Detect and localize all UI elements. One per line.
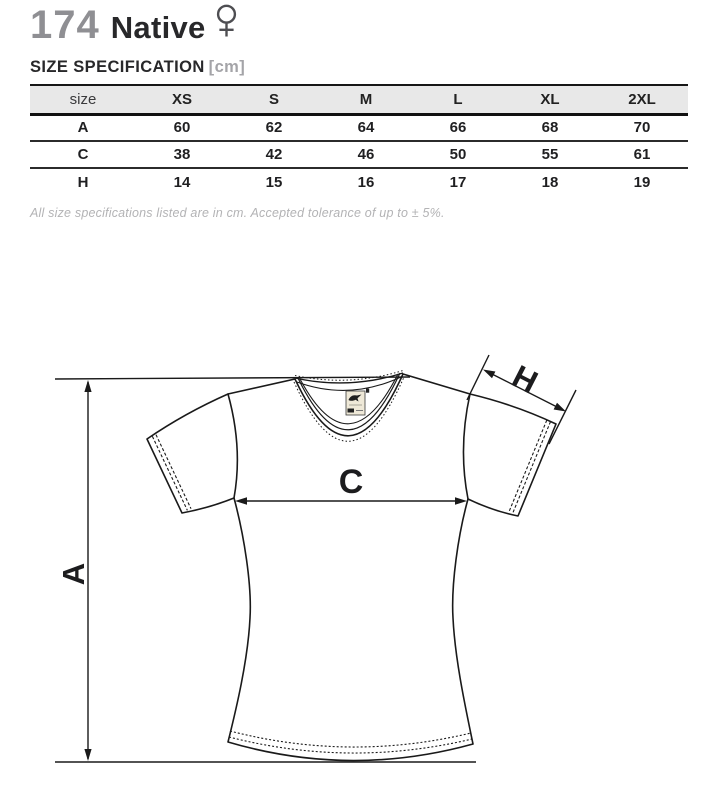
tshirt-body-outline bbox=[228, 374, 473, 761]
tshirt-diagram bbox=[0, 230, 720, 789]
h-extension-line-shoulder bbox=[467, 355, 489, 400]
table-header-row bbox=[30, 85, 688, 114]
size-column-header: size bbox=[69, 90, 97, 108]
left-sleeve bbox=[147, 394, 234, 513]
value-h-s: 15 bbox=[265, 173, 283, 191]
dimension-c-label: C bbox=[338, 463, 364, 501]
product-name: Native bbox=[110, 10, 206, 45]
value-c-l: 50 bbox=[449, 146, 467, 163]
dimension-a-label: A bbox=[56, 562, 91, 586]
column-header-2xl: 2XL bbox=[628, 90, 656, 108]
section-title-text: SIZE SPECIFICATION bbox=[30, 58, 205, 76]
page-title bbox=[30, 4, 238, 45]
h-extension-line-cuff bbox=[549, 390, 576, 444]
value-c-m: 46 bbox=[357, 146, 375, 163]
value-a-xs: 60 bbox=[173, 119, 191, 137]
value-h-m: 16 bbox=[357, 173, 375, 191]
column-header-xs: XS bbox=[171, 90, 192, 108]
brand-label bbox=[346, 389, 369, 416]
value-c-s: 42 bbox=[265, 146, 283, 163]
dimension-label-c: C bbox=[77, 146, 89, 163]
product-number: 174 bbox=[30, 3, 100, 47]
value-a-m: 64 bbox=[357, 119, 375, 137]
dimension-label-h: H bbox=[77, 173, 89, 191]
value-c-2xl: 61 bbox=[633, 146, 651, 163]
column-header-l: L bbox=[453, 90, 463, 108]
section-title bbox=[30, 58, 245, 77]
table-row-c bbox=[30, 141, 688, 168]
value-a-2xl: 70 bbox=[633, 119, 651, 137]
dimension-label-a: A bbox=[77, 119, 89, 137]
value-a-s: 62 bbox=[265, 119, 283, 137]
top-extension-line bbox=[55, 377, 410, 379]
tolerance-note: All size specifications listed are in cm. Accepted tolerance of up to ± 5%. bbox=[30, 206, 445, 220]
column-header-s: S bbox=[268, 90, 279, 108]
arrowheads bbox=[84, 370, 566, 762]
column-header-xl: XL bbox=[540, 90, 560, 108]
value-h-l: 17 bbox=[449, 173, 467, 191]
value-h-xl: 18 bbox=[541, 173, 559, 191]
value-c-xs: 38 bbox=[173, 146, 191, 163]
column-header-m: M bbox=[359, 90, 373, 108]
value-a-xl: 68 bbox=[541, 119, 559, 137]
unit-label: [cm] bbox=[208, 58, 246, 76]
female-icon bbox=[215, 4, 238, 43]
table-row-a bbox=[30, 114, 688, 141]
value-c-xl: 55 bbox=[541, 146, 559, 163]
value-h-xs: 14 bbox=[173, 173, 191, 191]
value-h-2xl: 19 bbox=[633, 173, 651, 191]
value-a-l: 66 bbox=[449, 119, 467, 137]
right-sleeve bbox=[468, 394, 556, 516]
table-row-h bbox=[30, 168, 688, 195]
size-table bbox=[30, 84, 688, 195]
dimension-h-label: H bbox=[506, 357, 544, 401]
